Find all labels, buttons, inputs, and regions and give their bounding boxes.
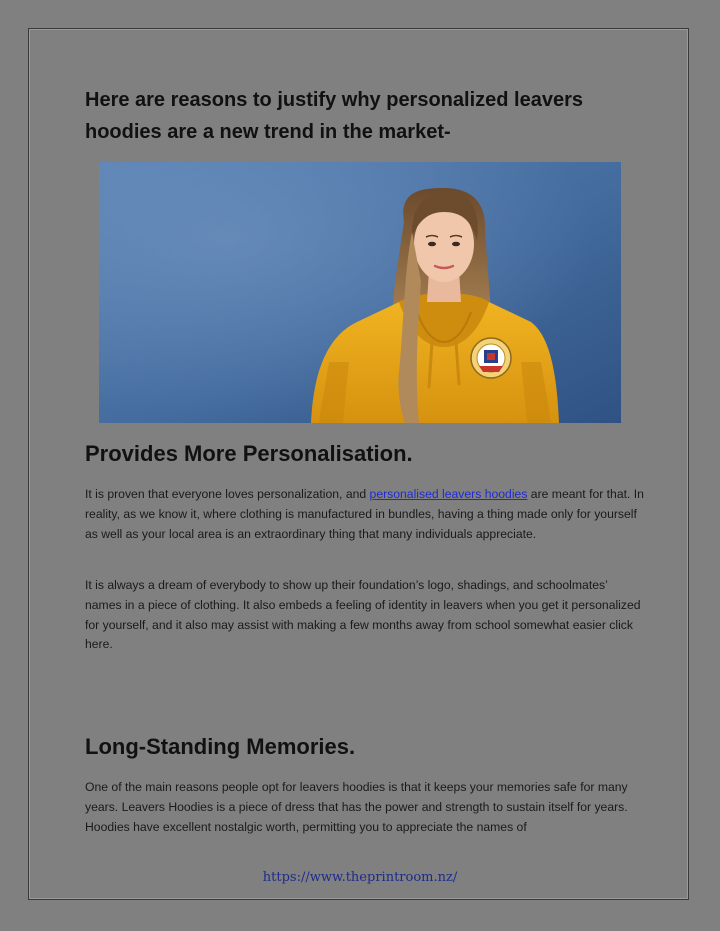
section-heading-memories: Long-Standing Memories. xyxy=(85,734,356,759)
paragraph-text: It is proven that everyone loves personalization, and xyxy=(85,487,370,501)
paragraph-text: are meant for that. In reality, as we know it, where clothing is manufactured in bundles, having a thing made only for yourself as well as your local area is an extraordinary thing that many individuals appreciate. xyxy=(85,487,644,541)
footer-url[interactable]: https://www.theprintroom.nz/ xyxy=(262,870,458,885)
personalised-leavers-hoodies-link[interactable]: personalised leavers hoodies xyxy=(369,487,528,501)
paragraph-personalisation-2: It is always a dream of everybody to show up their foundation’s logo, shadings, and schoolmates’ names in a piece of clothing. It also embeds a feeling of identity in leavers when you get it personalized for yourself, and it also may assist with making a few months away from school somewhat easier click here. xyxy=(85,578,641,652)
hoodie-photo xyxy=(99,162,621,423)
section-heading-personalisation: Provides More Personalisation. xyxy=(85,441,413,466)
paragraph-memories-1: One of the main reasons people opt for leavers hoodies is that it keeps your memories safe for many years. Leavers Hoodies is a piece of dress that has the power and strength to sustain itself for years. Hoodies have excellent nostalgic worth, permitting you to appreciate the names of xyxy=(85,780,628,834)
page-title: Here are reasons to justify why personalized leavers hoodies are a new trend in the market- xyxy=(85,89,583,143)
paragraph-personalisation-1 xyxy=(85,485,645,544)
